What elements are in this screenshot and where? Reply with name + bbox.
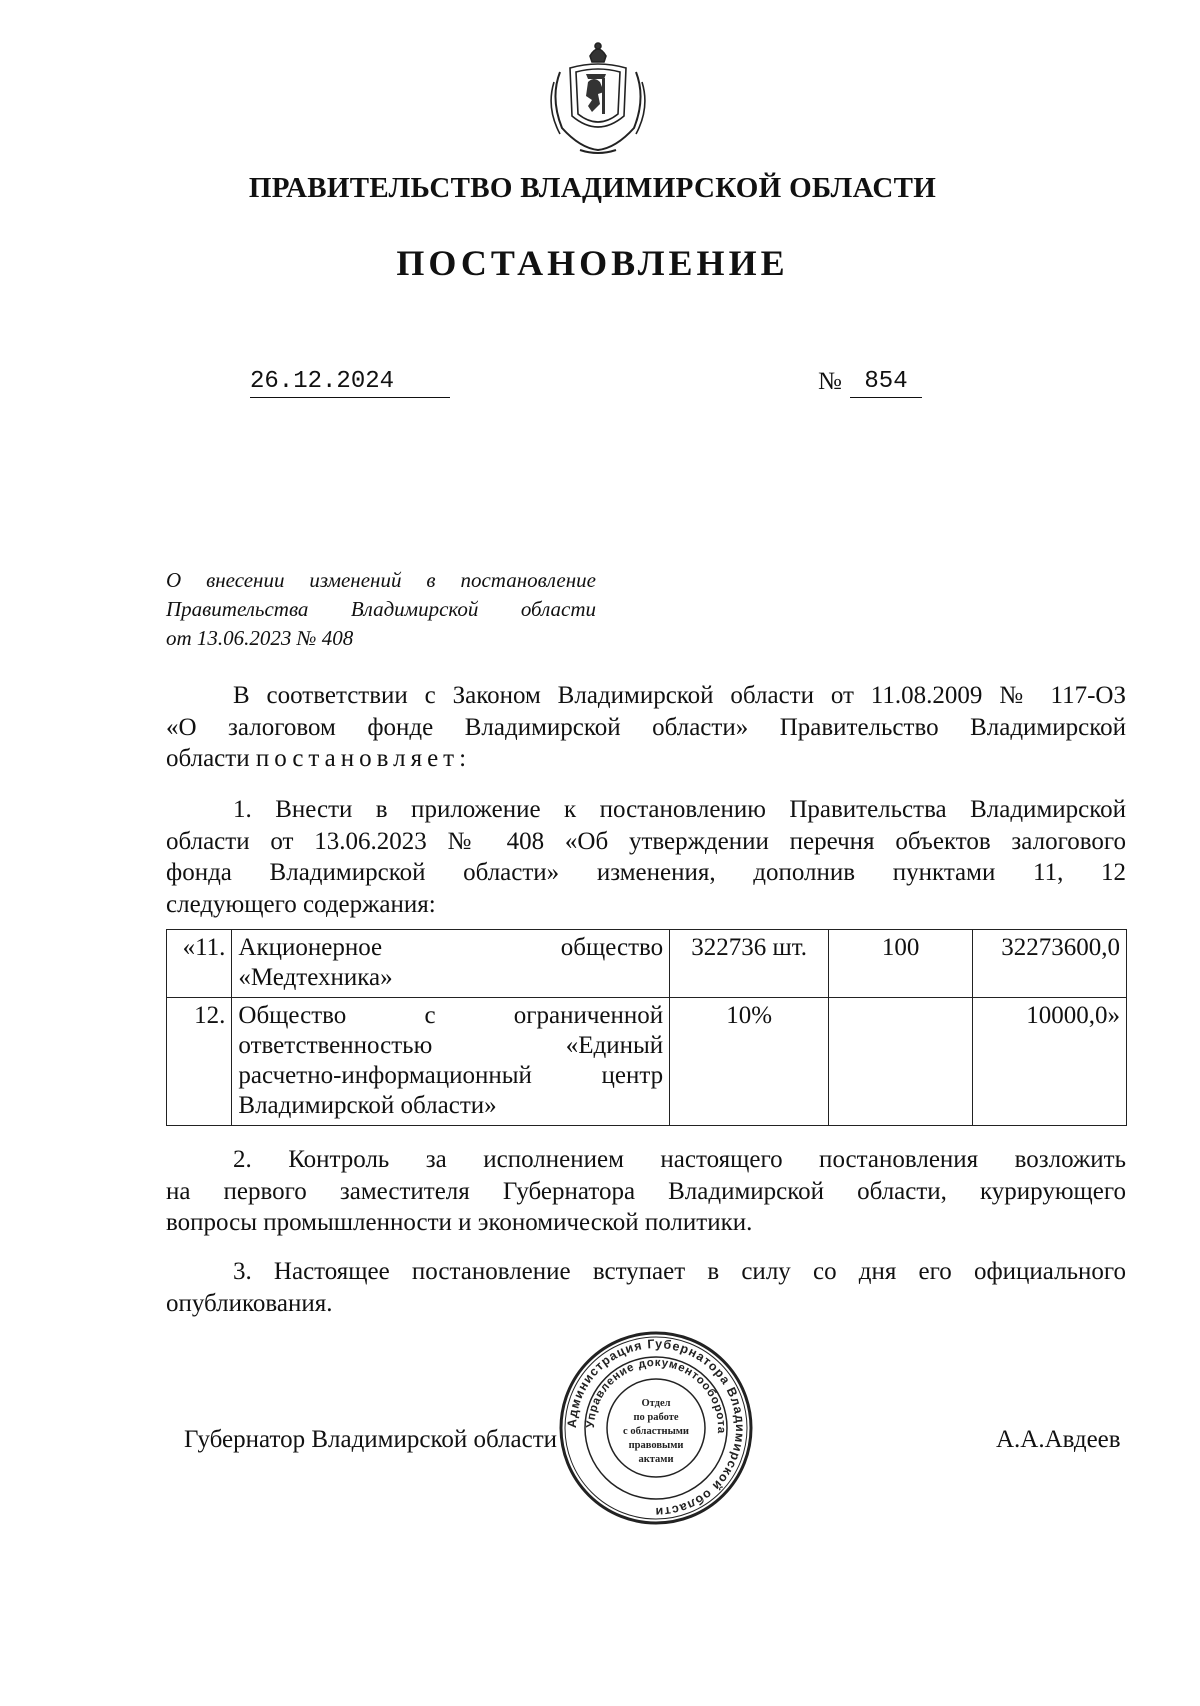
preamble-end: : bbox=[459, 745, 467, 772]
row-number: «11. bbox=[167, 930, 232, 998]
row-name-line: Общество с ограниченной bbox=[238, 1002, 664, 1029]
item-2-line: вопросы промышленности и экономической политики. bbox=[166, 1209, 753, 1236]
row-value: 32273600,0 bbox=[973, 930, 1127, 998]
row-name-line: Владимирской области» bbox=[238, 1092, 497, 1119]
pledge-objects-table bbox=[166, 929, 1127, 1126]
row-value: 10000,0» bbox=[973, 998, 1127, 1126]
government-name: ПРАВИТЕЛЬСТВО ВЛАДИМИРСКОЙ ОБЛАСТИ bbox=[248, 172, 937, 204]
table-row bbox=[167, 998, 1127, 1126]
row-percent: 100 bbox=[829, 930, 973, 998]
item-1-line: 1. Внести в приложение к постановлению Правительства Владимирской bbox=[233, 796, 1126, 823]
stamp-outer-text: Администрация Губернатора Владимирской области bbox=[564, 1336, 748, 1520]
document-subject bbox=[166, 566, 596, 653]
document-number: 854 bbox=[850, 368, 922, 398]
table-row bbox=[167, 930, 1127, 998]
item-2 bbox=[166, 1144, 1126, 1239]
document-type: ПОСТАНОВЛЕНИЕ bbox=[396, 243, 789, 283]
preamble-line bbox=[166, 743, 1126, 775]
preamble-start: области bbox=[166, 745, 256, 772]
item-1-line: области от 13.06.2023 № 408 «Об утверждении перечня объектов залогового bbox=[166, 827, 1126, 855]
item-1-line: фонда Владимирской области» изменения, дополнив пунктами 11, 12 bbox=[166, 859, 1126, 886]
item-1-line: следующего содержания: bbox=[166, 890, 436, 918]
number-label: № bbox=[818, 368, 842, 395]
row-name-line: Акционерное общество bbox=[238, 934, 664, 961]
coat-of-arms-icon bbox=[540, 38, 656, 156]
row-number: 12. bbox=[167, 998, 232, 1126]
preamble bbox=[166, 680, 1126, 775]
item-2-line: на первого заместителя Губернатора Владимирской области, курирующего bbox=[166, 1177, 1126, 1205]
preamble-decree-word: постановляет bbox=[255, 745, 460, 772]
stamp-center-line: с областными bbox=[623, 1426, 689, 1437]
signatory-position: Губернатор Владимирской области bbox=[184, 1426, 558, 1453]
subject-line: от 13.06.2023 № 408 bbox=[166, 626, 354, 650]
row-name-line: «Медтехника» bbox=[238, 964, 393, 991]
stamp-center-line: правовыми bbox=[628, 1440, 684, 1451]
row-percent bbox=[829, 998, 973, 1126]
signatory-name: А.А.Авдеев bbox=[996, 1426, 1121, 1453]
subject-line: О внесении изменений в постановление bbox=[166, 568, 596, 592]
stamp-center-line: по работе bbox=[633, 1412, 679, 1423]
preamble-line: «О залоговом фонде Владимирской области» Правительство Владимирской bbox=[166, 713, 1126, 741]
item-3-line: опубликования. bbox=[166, 1289, 333, 1317]
row-name-line: расчетно-информационный центр bbox=[238, 1062, 664, 1089]
official-stamp bbox=[558, 1330, 754, 1526]
stamp-center-line: Отдел bbox=[641, 1398, 671, 1409]
item-2-line: 2. Контроль за исполнением настоящего постановления возложить bbox=[233, 1146, 1126, 1173]
item-1 bbox=[166, 794, 1126, 920]
row-quantity: 10% bbox=[670, 998, 829, 1126]
stamp-center-line: актами bbox=[638, 1454, 674, 1465]
row-name bbox=[232, 998, 670, 1126]
document-date: 26.12.2024 bbox=[250, 368, 450, 398]
preamble-line: В соответствии с Законом Владимирской области от 11.08.2009 № 117-ОЗ bbox=[233, 682, 1126, 709]
item-3-line: 3. Настоящее постановление вступает в силу со дня его официального bbox=[233, 1258, 1126, 1285]
row-name-line: ответственностью «Единый bbox=[238, 1032, 664, 1059]
subject-line: Правительства Владимирской области bbox=[166, 597, 596, 621]
stamp-middle-text: Управление документооборота bbox=[584, 1356, 728, 1435]
row-name bbox=[232, 930, 670, 998]
row-quantity: 322736 шт. bbox=[670, 930, 829, 998]
item-3 bbox=[166, 1256, 1126, 1319]
